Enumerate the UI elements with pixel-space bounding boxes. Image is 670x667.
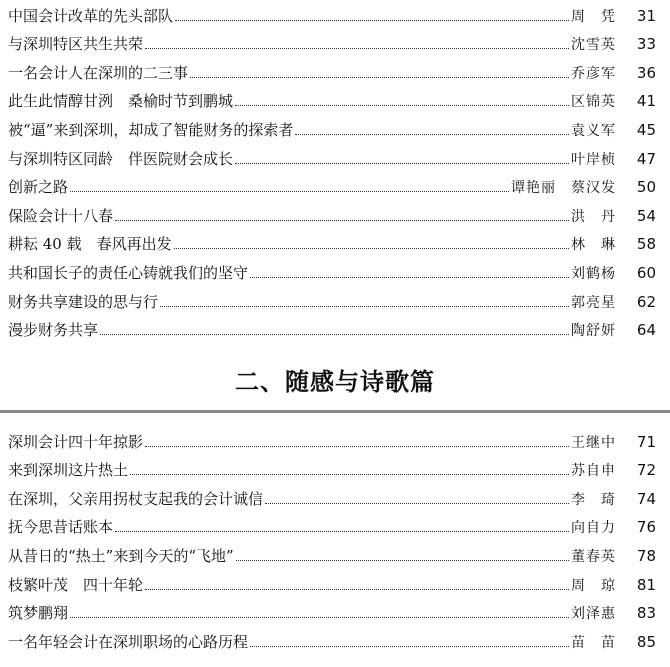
toc-entry[interactable]	[0, 0, 670, 29]
toc-entry-page: 83	[636, 604, 656, 623]
toc-entry[interactable]	[0, 483, 670, 512]
toc-entry-page: 60	[636, 263, 656, 282]
toc-entry-author: 郭亮星	[571, 294, 616, 311]
toc-entry-title: 创新之路	[8, 180, 68, 200]
toc-entry[interactable]	[0, 455, 670, 484]
dot-leader	[174, 248, 569, 249]
dot-leader	[115, 531, 569, 532]
dot-leader	[235, 163, 569, 164]
toc-entry-page: 41	[636, 92, 656, 111]
toc-entry-title: 中国会计改革的先头部队	[8, 9, 173, 29]
toc-entry-author: 董春英	[571, 548, 616, 565]
toc-entry-author: 苏自申	[571, 463, 616, 480]
toc-entry-title: 保险会计十八春	[8, 209, 113, 229]
toc-list-part2	[0, 426, 670, 655]
toc-entry-page: 45	[636, 120, 656, 139]
toc-entry-title: 与深圳特区共生共荣	[8, 37, 143, 57]
toc-entry-page: 78	[636, 546, 656, 565]
toc-entry-author: 叶岸桢	[571, 151, 616, 168]
toc-entry-author: 刘鹤杨	[571, 265, 616, 282]
toc-entry[interactable]	[0, 172, 670, 201]
toc-entry-page: 64	[636, 321, 656, 340]
toc-entry-author: 李 琦	[571, 491, 616, 508]
toc-entry[interactable]	[0, 200, 670, 229]
toc-entry[interactable]	[0, 257, 670, 286]
dot-leader	[295, 134, 569, 135]
toc-entry-author: 袁义军	[571, 122, 616, 139]
dot-leader	[115, 220, 569, 221]
toc-entry[interactable]	[0, 426, 670, 455]
toc-entry-page: 31	[636, 6, 656, 25]
toc-entry[interactable]	[0, 86, 670, 115]
toc-entry-title: 在深圳，父亲用拐杖支起我的会计诚信	[8, 492, 263, 512]
toc-entry-author: 洪 丹	[571, 208, 616, 225]
toc-entry-page: 74	[636, 489, 656, 508]
dot-leader	[235, 105, 569, 106]
toc-entry-page: 81	[636, 575, 656, 594]
toc-entry-page: 47	[636, 149, 656, 168]
toc-entry-title: 被“逼”来到深圳，却成了智能财务的探索者	[8, 123, 293, 143]
dot-leader	[70, 617, 569, 618]
toc-entry-page: 71	[636, 432, 656, 451]
toc-entry-title: 筑梦鹏翔	[8, 606, 68, 626]
toc-entry-author: 周 凭	[571, 8, 616, 25]
toc-entry-title: 抚今思昔话账本	[8, 520, 113, 540]
toc-entry[interactable]	[0, 598, 670, 627]
toc-entry-author: 苗 苗	[571, 634, 616, 651]
dot-leader	[130, 474, 569, 475]
dot-leader	[70, 191, 509, 192]
dot-leader	[100, 334, 569, 335]
toc-entry[interactable]	[0, 315, 670, 344]
toc-entry-author: 乔彦军	[571, 65, 616, 82]
dot-leader	[145, 446, 569, 447]
toc-entry[interactable]	[0, 540, 670, 569]
toc-entry-page: 72	[636, 461, 656, 480]
toc-entry-author: 刘泽惠	[571, 606, 616, 623]
toc-entry-title: 从昔日的“热土”来到今天的“飞地”	[8, 549, 234, 569]
toc-entry-author: 陶舒妍	[571, 323, 616, 340]
dot-leader	[145, 48, 569, 49]
toc-entry-page: 85	[636, 632, 656, 651]
toc-entry-author: 向自力	[571, 520, 616, 537]
toc-entry[interactable]	[0, 229, 670, 258]
toc-entry-title: 财务共享建设的思与行	[8, 295, 158, 315]
toc-entry-author: 王继中	[571, 434, 616, 451]
toc-entry[interactable]	[0, 29, 670, 58]
toc-entry-author: 周 琼	[571, 577, 616, 594]
dot-leader	[160, 306, 569, 307]
toc-entry-page: 62	[636, 292, 656, 311]
toc-entry[interactable]	[0, 143, 670, 172]
toc-entry-page: 54	[636, 206, 656, 225]
toc-entry-title: 一名年轻会计在深圳职场的心路历程	[8, 635, 248, 655]
dot-leader	[236, 560, 569, 561]
dot-leader	[145, 589, 569, 590]
toc-entry-title: 此生此情醇甘洌 桑榆时节到鹏城	[8, 94, 233, 114]
dot-leader	[190, 77, 569, 78]
toc-entry-page: 76	[636, 518, 656, 537]
dot-leader	[250, 646, 569, 647]
toc-entry-page: 50	[636, 178, 656, 197]
toc-entry-title: 来到深圳这片热土	[8, 463, 128, 483]
toc-entry-page: 36	[636, 63, 656, 82]
toc-entry-title: 漫步财务共享	[8, 323, 98, 343]
toc-entry[interactable]	[0, 57, 670, 86]
toc-entry-title: 与深圳特区同龄 伴医院财会成长	[8, 152, 233, 172]
toc-entry[interactable]	[0, 114, 670, 143]
toc-entry-title: 耕耘 40 载 春风再出发	[8, 237, 172, 257]
dot-leader	[175, 20, 569, 21]
dot-leader	[250, 277, 569, 278]
section-title: 二、随感与诗歌篇	[235, 368, 435, 396]
toc-entry-author: 林 琳	[571, 237, 616, 254]
toc-entry[interactable]	[0, 286, 670, 315]
section-divider	[0, 410, 670, 413]
dot-leader	[265, 503, 569, 504]
toc-entry-page: 58	[636, 235, 656, 254]
toc-entry-title: 共和国长子的责任心铸就我们的坚守	[8, 266, 248, 286]
toc-entry-title: 深圳会计四十年掠影	[8, 435, 143, 455]
toc-entry[interactable]	[0, 626, 670, 655]
toc-entry[interactable]	[0, 512, 670, 541]
toc-entry[interactable]	[0, 569, 670, 598]
toc-entry-author: 谭艳丽 蔡汉发	[511, 180, 616, 197]
toc-entry-title: 一名会计人在深圳的二三事	[8, 66, 188, 86]
toc-entry-title: 枝繁叶茂 四十年轮	[8, 578, 143, 598]
toc-entry-page: 33	[636, 35, 656, 54]
toc-entry-author: 沈雪英	[571, 37, 616, 54]
toc-entry-author: 区锦英	[571, 94, 616, 111]
